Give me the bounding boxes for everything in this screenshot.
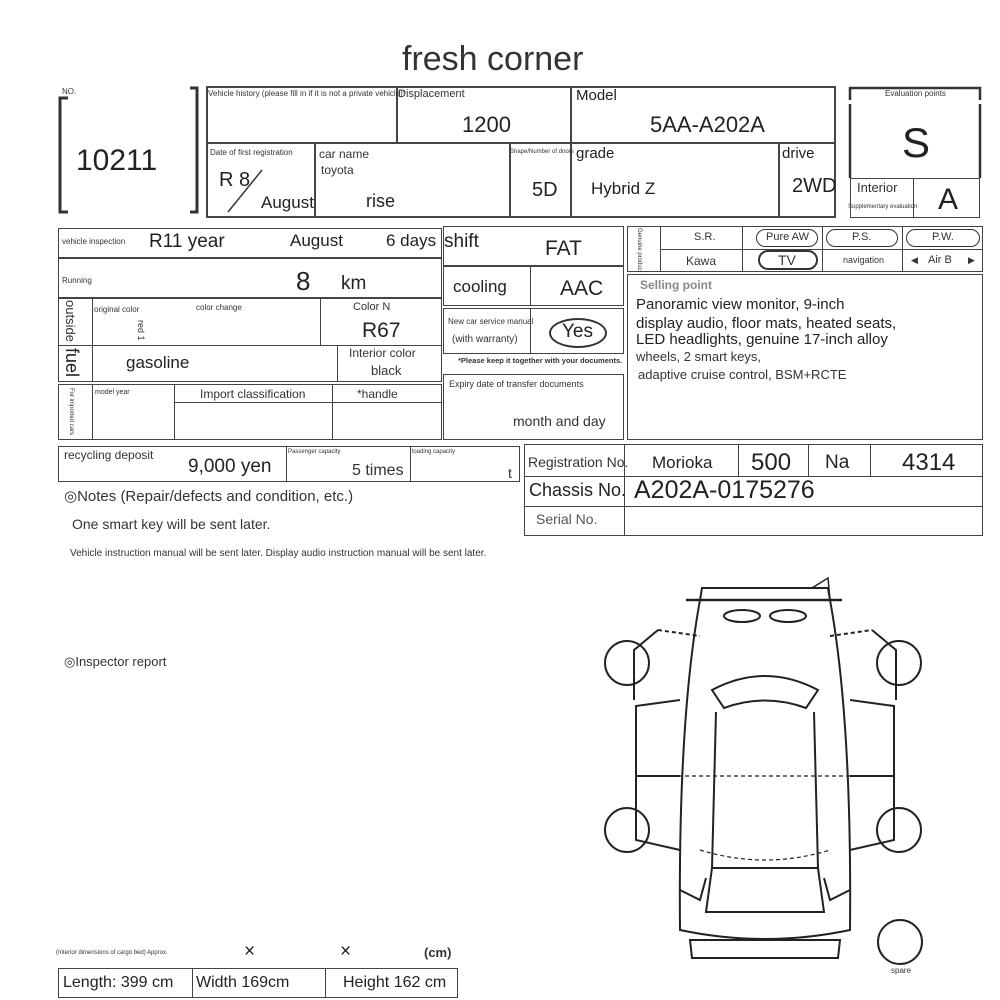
- shape-label: Shape/Number of doors: [510, 149, 574, 155]
- original-color-label: original color: [94, 305, 140, 314]
- serial-label: Serial No.: [536, 511, 598, 527]
- drive-value: 2WD: [792, 175, 837, 197]
- dim-x1: ×: [244, 941, 256, 962]
- lot-no-label: NO.: [62, 87, 77, 96]
- running-unit: km: [341, 273, 367, 294]
- reg-kana: Na: [825, 452, 850, 473]
- outside-label: outside: [63, 300, 78, 342]
- equip-pure-aw: Pure AW: [766, 231, 809, 243]
- evaluation-label: Evaluation points: [885, 89, 946, 98]
- interior-eval-sublabel: Supplementary evaluation: [848, 204, 918, 210]
- chassis-value: A202A-0175276: [634, 476, 815, 504]
- passenger-value: 5 times: [352, 462, 404, 479]
- equip-kawa: Kawa: [686, 254, 717, 268]
- air-b-arrow-right-icon: ▶: [968, 255, 975, 265]
- running-label: Running: [62, 276, 92, 285]
- deposit-label: recycling deposit: [64, 448, 154, 462]
- cooling-value: AAC: [560, 277, 604, 300]
- shape-value: 5D: [532, 179, 558, 201]
- first-reg-era: R 8: [219, 169, 251, 191]
- service-sub: (with warranty): [452, 334, 518, 345]
- expiry-value: month and day: [513, 413, 606, 429]
- selling-line-5: adaptive cruise control, BSM+RCTE: [638, 367, 847, 382]
- original-color-value: red 1: [136, 320, 146, 341]
- fuel-label: fuel: [62, 348, 82, 378]
- selling-line-3: LED headlights, genuine 17-inch alloy: [636, 331, 888, 348]
- equip-ps: P.S.: [852, 231, 872, 243]
- color-change-label: color change: [196, 303, 242, 312]
- shift-value: FAT: [545, 237, 582, 260]
- equip-air-b: Air B: [928, 254, 952, 266]
- service-label: New car service manual: [448, 317, 534, 326]
- service-note: *Please keep it together with your documents.: [458, 356, 623, 365]
- spare-label: spare: [891, 966, 912, 975]
- inspector-label: ◎Inspector report: [64, 654, 167, 669]
- reg-class: 500: [751, 449, 792, 476]
- inspection-month: August: [290, 231, 343, 250]
- notes-label: ◎Notes (Repair/defects and condition, etc.): [64, 488, 354, 505]
- notes-line-1: One smart key will be sent later.: [72, 516, 271, 532]
- notes-line-2: Vehicle instruction manual will be sent later. Display audio instruction manual will be sent later.: [70, 548, 487, 559]
- history-label: Vehicle history (please fill in if it is not a private vehicle)*: [208, 89, 406, 98]
- running-value: 8: [296, 266, 311, 296]
- equip-pw: P.W.: [932, 231, 954, 243]
- selling-point-label: Selling point: [640, 278, 712, 292]
- car-name-value: rise: [366, 191, 396, 211]
- interior-color-value: black: [371, 363, 402, 378]
- dim-x2: ×: [340, 941, 352, 962]
- selling-line-1: Panoramic view monitor, 9-inch: [636, 296, 845, 313]
- shift-label: shift: [444, 231, 479, 252]
- inspection-day: 6 days: [386, 231, 437, 250]
- passenger-label: Passenger capacity: [288, 449, 341, 455]
- first-reg-label: Date of first registration: [210, 148, 293, 157]
- imported-label: For imported cars: [68, 388, 74, 436]
- interior-eval-score: A: [938, 183, 959, 216]
- cargo-label: (Interior dimensions of cargo bed) Approx.: [56, 950, 168, 956]
- grade-value: Hybrid Z: [591, 179, 656, 198]
- displacement-label: Displacement: [398, 88, 465, 100]
- air-b-arrow-left-icon: ◀: [911, 255, 918, 265]
- inspection-label: vehicle inspection: [62, 237, 126, 246]
- interior-eval-label: Interior: [857, 180, 898, 195]
- model-label: Model: [576, 87, 617, 104]
- page-title: fresh corner: [402, 40, 584, 78]
- loading-unit: t: [508, 465, 512, 481]
- service-value: Yes: [562, 321, 593, 342]
- deposit-value: 9,000 yen: [188, 456, 272, 477]
- model-year-label: model year: [95, 389, 130, 396]
- car-maker: toyota: [321, 163, 354, 177]
- equip-sr: S.R.: [694, 231, 716, 243]
- handle-label: *handle: [357, 387, 398, 401]
- selling-line-2: display audio, floor mats, heated seats,: [636, 315, 897, 332]
- loading-label: loading capacity: [412, 449, 456, 455]
- reg-place: Morioka: [652, 453, 713, 472]
- car-name-label: car name: [319, 147, 370, 161]
- model-value: 5AA-A202A: [650, 112, 765, 137]
- first-reg-month: August: [261, 193, 314, 212]
- expiry-label: Expiry date of transfer documents: [449, 379, 584, 389]
- interior-color-label: Interior color: [349, 346, 416, 360]
- fuel-value: gasoline: [126, 353, 190, 372]
- color-no-label: Color N: [353, 301, 391, 313]
- dim-unit: (cm): [424, 945, 452, 960]
- equipment-label: Genuine product: [636, 228, 642, 273]
- inspection-year: R11 year: [149, 231, 225, 252]
- reg-label: Registration No.: [528, 454, 629, 470]
- dim-height: Height 162 cm: [343, 974, 447, 991]
- import-class-label: Import classification: [200, 387, 306, 401]
- equip-navigation: navigation: [843, 255, 885, 265]
- equip-tv: TV: [778, 252, 796, 268]
- lot-number: 10211: [76, 144, 158, 177]
- grade-label: grade: [576, 145, 615, 162]
- color-no-value: R67: [362, 319, 401, 342]
- drive-label: drive: [782, 145, 815, 162]
- chassis-label: Chassis No.: [529, 480, 627, 500]
- displacement-value: 1200: [462, 112, 511, 137]
- evaluation-score: S: [902, 119, 931, 166]
- dim-width: Width 169cm: [196, 974, 290, 991]
- cooling-label: cooling: [453, 277, 507, 296]
- selling-line-4: wheels, 2 smart keys,: [636, 349, 761, 364]
- dim-length: Length: 399 cm: [63, 974, 174, 991]
- reg-number: 4314: [902, 449, 956, 476]
